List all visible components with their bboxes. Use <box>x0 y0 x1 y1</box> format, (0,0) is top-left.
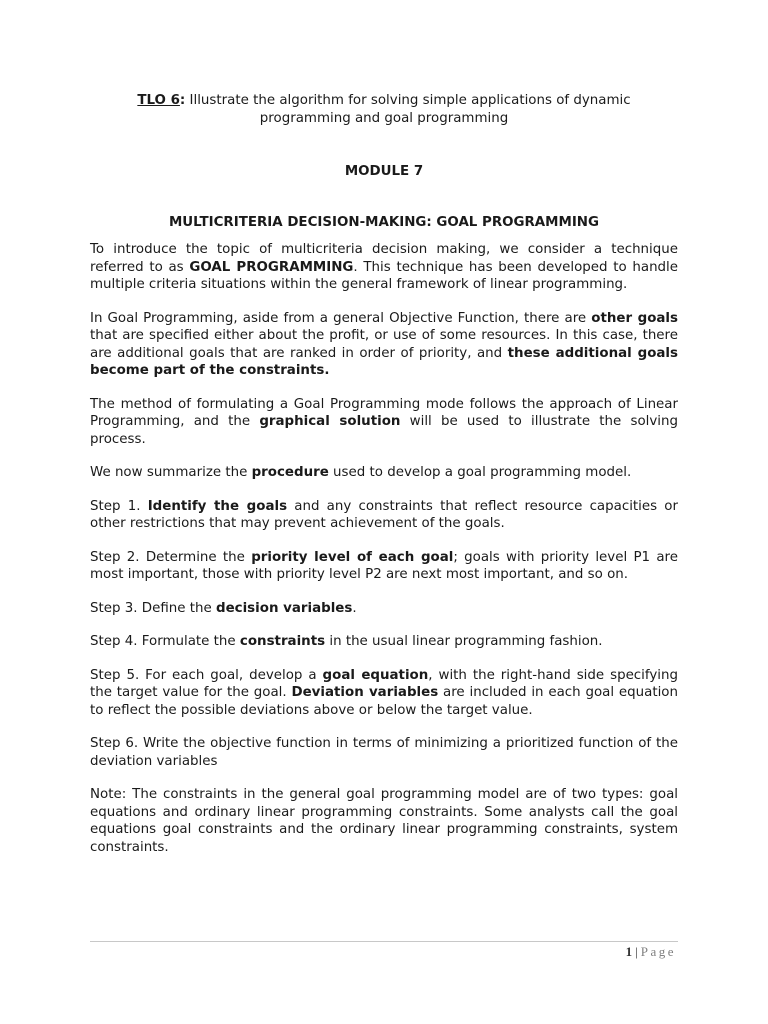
step-5: Step 5. For each goal, develop a goal equation, with the right-hand side specifying the target value for the goal. Deviation variables are included in each goal equation to reflect the possible deviations above or below the target value. <box>90 667 678 718</box>
note-paragraph: Note: The constraints in the general goal programming model are of two types: goal equations and ordinary linear programming constraints. Some analysts call the goal equations goal constraints and the ordinary linear programming constraints, system constraints. <box>90 787 678 855</box>
footer-separator: | <box>635 944 638 959</box>
procedure-paragraph: We now summarize the procedure used to develop a goal programming model. <box>90 465 632 480</box>
tlo-statement: TLO 6: Illustrate the algorithm for solving simple applications of dynamic programming and goal programming <box>137 93 631 126</box>
module-title: MODULE 7 <box>344 164 424 179</box>
footer-divider <box>90 941 678 942</box>
section-heading: MULTICRITERIA DECISION-MAKING: GOAL PROGRAMMING <box>168 214 600 230</box>
step-4: Step 4. Formulate the constraints in the usual linear programming fashion. <box>90 634 603 649</box>
document-page <box>90 92 678 872</box>
method-paragraph: The method of formulating a Goal Programming mode follows the approach of Linear Programming, and the graphical solution will be used to illustrate the solving process. <box>90 396 678 447</box>
step-2: Step 2. Determine the priority level of each goal; goals with priority level P1 are most important, those with priority level P2 are next most important, and so on. <box>90 549 678 582</box>
step-3: Step 3. Define the decision variables. <box>90 600 357 616</box>
page-number: 1 <box>625 944 633 959</box>
page-label: Page <box>640 944 676 959</box>
tlo-label: TLO 6 <box>137 93 180 108</box>
goal-programming-paragraph: In Goal Programming, aside from a general Objective Function, there are other goals that are specified either about the profit, or use of some resources. In this case, there are additional goals that are ranked in order of priority, and these additional goals become part of the constraints. <box>90 310 678 378</box>
step-6: Step 6. Write the objective function in terms of minimizing a prioritized function of the deviation variables <box>90 736 678 769</box>
page-footer <box>626 944 676 960</box>
intro-paragraph: To introduce the topic of multicriteria decision making, we consider a technique referred to as GOAL PROGRAMMING. This technique has been developed to handle multiple criteria situations within the general framework of linear programming. <box>90 242 679 292</box>
tlo-text: Illustrate the algorithm for solving simple applications of dynamic programming and goal programming <box>185 93 631 126</box>
step-1: Step 1. Identify the goals and any constraints that reflect resource capacities or other restrictions that may prevent achievement of the goals. <box>90 498 679 531</box>
